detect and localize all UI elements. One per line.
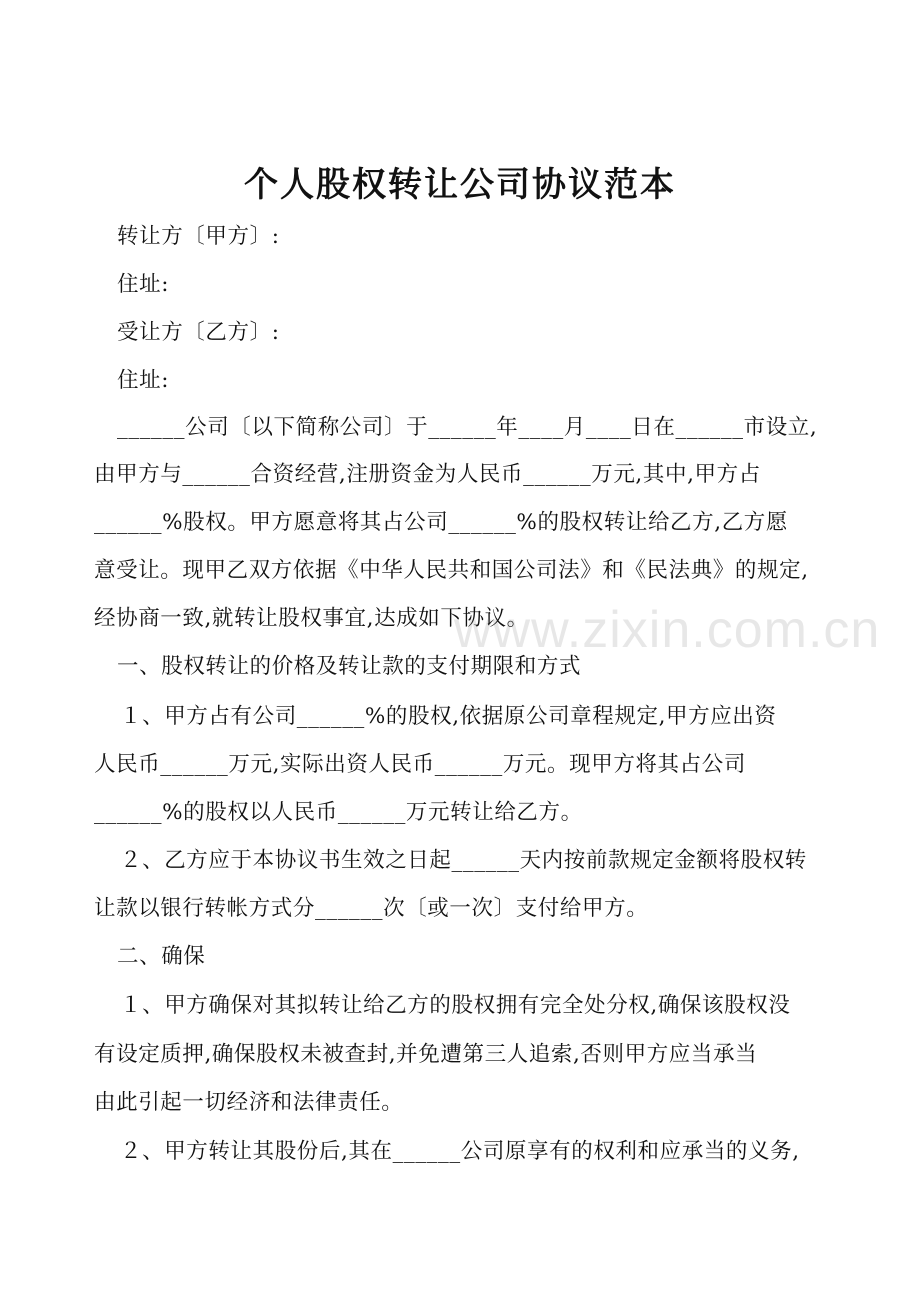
body-paragraph-line: ______%股权。甲方愿意将其占公司______%的股权转让给乙方,乙方愿 (94, 510, 788, 535)
body-paragraph-line: 由甲方与______合资经营,注册资金为人民币______万元,其中,甲方占 (94, 462, 761, 487)
transferee-label: 受让方〔乙方〕: (117, 320, 280, 345)
clause-line: 让款以银行转帐方式分______次〔或一次〕支付给甲方。 (94, 896, 649, 921)
clause-line: １、甲方占有公司______%的股权,依据原公司章程规定,甲方应出资 (120, 704, 777, 729)
transferee-address-label: 住址: (117, 368, 170, 393)
section-heading: 一、股权转让的价格及转让款的支付期限和方式 (117, 654, 582, 679)
clause-line: ２、乙方应于本协议书生效之日起______天内按前款规定金额将股权转 (120, 848, 807, 873)
body-paragraph-line: 经协商一致,就转让股权事宜,达成如下协议。 (94, 606, 529, 631)
body-paragraph-line: 意受让。现甲乙双方依据《中华人民共和国公司法》和《民法典》的规定, (94, 558, 809, 583)
clause-line: ２、甲方转让其股份后,其在______公司原享有的权利和应承当的义务, (120, 1139, 800, 1164)
clause-line: ______%的股权以人民币______万元转让给乙方。 (94, 800, 583, 825)
transferor-address-label: 住址: (117, 272, 170, 297)
clause-line: 人民币______万元,实际出资人民币______万元。现甲方将其占公司 (94, 752, 746, 777)
body-paragraph-line: ______公司〔以下简称公司〕于______年____月____日在______市设立, (117, 415, 818, 440)
watermark: www.zixin.com.cn (454, 601, 881, 659)
transferor-label: 转让方〔甲方〕: (117, 224, 280, 249)
clause-line: １、甲方确保对其拟转让给乙方的股权拥有完全处分权,确保该股权没 (120, 993, 791, 1018)
clause-line: 由此引起一切经济和法律责任。 (94, 1090, 404, 1115)
section-heading: 二、确保 (117, 944, 206, 969)
document-title: 个人股权转让公司协议范本 (244, 165, 676, 205)
clause-line: 有设定质押,确保股权未被查封,并免遭第三人追索,否则甲方应当承当 (94, 1042, 758, 1067)
